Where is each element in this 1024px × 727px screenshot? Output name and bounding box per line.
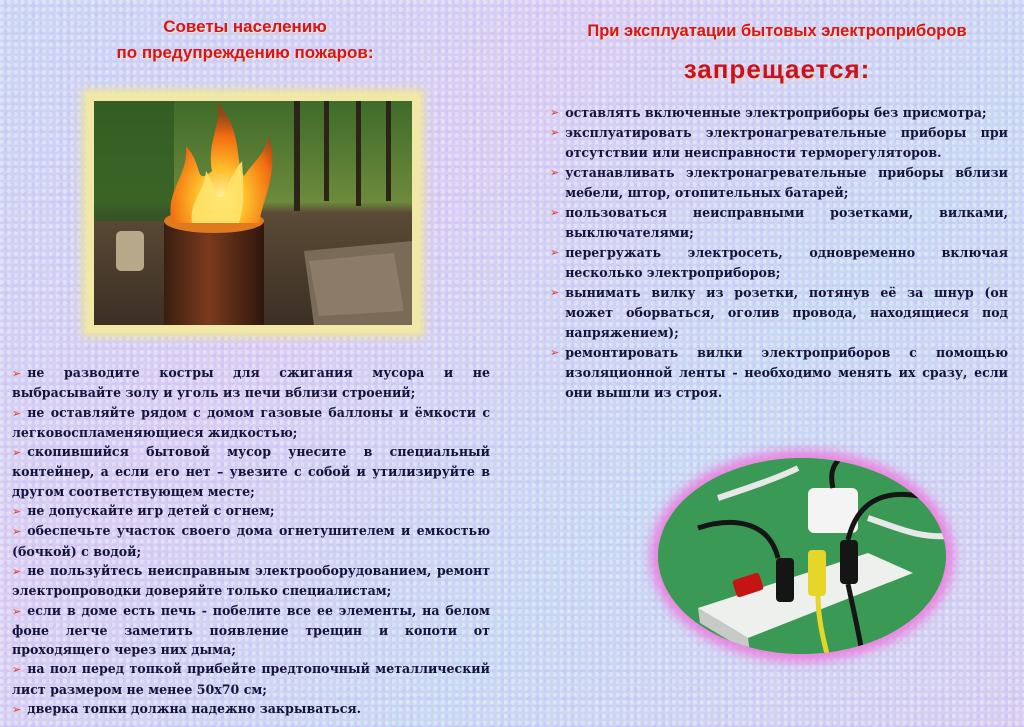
arrow-bullet-icon: ➢ bbox=[550, 286, 560, 299]
list-item bbox=[12, 442, 490, 501]
item-text: эксплуатировать электронагревательные приборы при отсутствии или неисправности терморегуляторов. bbox=[565, 125, 1008, 160]
list-item bbox=[12, 601, 490, 660]
list-item bbox=[550, 343, 1008, 403]
item-text: ремонтировать вилки электроприборов с помощью изоляционной ленты - необходимо менять их сразу, если они вышли из строя. bbox=[565, 345, 1008, 400]
left-column bbox=[0, 0, 500, 727]
tip-text: не оставляйте рядом с домом газовые баллоны и ёмкости с легковоспламеняющиеся жидкостью; bbox=[12, 404, 490, 440]
tip-text: обеспечьте участок своего дома огнетушителем и емкостью (бочкой) с водой; bbox=[12, 523, 490, 559]
right-title: При эксплуатации бытовых электроприборов bbox=[587, 22, 967, 40]
item-text: оставлять включенные электроприборы без присмотра; bbox=[565, 105, 987, 120]
list-item bbox=[12, 561, 490, 601]
list-item bbox=[550, 163, 1008, 203]
item-text: вынимать вилку из розетки, потянув её за шнур (он может оборваться, оголив провода, находящиеся под напряжением); bbox=[565, 285, 1008, 340]
arrow-bullet-icon: ➢ bbox=[12, 564, 22, 578]
arrow-bullet-icon: ➢ bbox=[12, 505, 22, 519]
list-item bbox=[12, 521, 490, 561]
arrow-bullet-icon: ➢ bbox=[550, 126, 560, 139]
list-item bbox=[550, 243, 1008, 283]
arrow-bullet-icon: ➢ bbox=[12, 446, 22, 460]
list-item bbox=[12, 403, 490, 443]
tip-text: не пользуйтесь неисправным электрооборудованием, ремонт электропроводки доверяйте только специалистам; bbox=[12, 562, 490, 599]
list-item bbox=[550, 283, 1008, 343]
list-item bbox=[12, 699, 490, 719]
left-title-line1: Советы населению bbox=[163, 17, 327, 36]
arrow-bullet-icon: ➢ bbox=[12, 367, 22, 380]
arrow-bullet-icon: ➢ bbox=[550, 206, 560, 219]
arrow-bullet-icon: ➢ bbox=[550, 166, 560, 179]
right-column bbox=[530, 0, 1024, 727]
arrow-bullet-icon: ➢ bbox=[12, 525, 22, 539]
fire-safety-tips-list bbox=[12, 363, 490, 719]
list-item bbox=[550, 123, 1008, 163]
list-item bbox=[12, 659, 490, 699]
right-subtitle: запрещается: bbox=[683, 54, 871, 84]
tip-text: на пол перед топкой прибейте предтопочный металлический лист размером не менее 50х70 см; bbox=[12, 661, 490, 697]
fire-barrel-illustration bbox=[94, 101, 412, 325]
fire-photo-frame bbox=[86, 93, 420, 333]
tip-text: дверка топки должна надежно закрываться. bbox=[27, 701, 362, 717]
arrow-bullet-icon: ➢ bbox=[550, 106, 560, 119]
fire-barrel-photo bbox=[94, 101, 412, 325]
arrow-bullet-icon: ➢ bbox=[12, 604, 22, 618]
item-text: пользоваться неисправными розетками, вилками, выключателями; bbox=[565, 205, 1008, 240]
arrow-bullet-icon: ➢ bbox=[550, 246, 560, 259]
arrow-bullet-icon: ➢ bbox=[12, 406, 22, 420]
arrow-bullet-icon: ➢ bbox=[12, 663, 22, 677]
arrow-bullet-icon: ➢ bbox=[12, 703, 22, 717]
overloaded-power-strip-illustration bbox=[658, 458, 946, 654]
list-item bbox=[550, 103, 1008, 123]
prohibited-actions-list bbox=[550, 103, 1008, 403]
list-item bbox=[12, 363, 490, 403]
left-title-line2: по предупреждению пожаров: bbox=[116, 43, 374, 62]
item-text: перегружать электросеть, одновременно включая несколько электроприборов; bbox=[565, 245, 1008, 280]
left-title bbox=[60, 14, 430, 66]
list-item bbox=[12, 501, 490, 521]
tip-text: не разводите костры для сжигания мусора и не выбрасывайте золу и уголь из печи вблизи строений; bbox=[12, 365, 490, 401]
tip-text: если в доме есть печь - побелите все ее элементы, на белом фоне легче заметить появление трещин и копоти от проходящего через них дыма; bbox=[12, 602, 490, 658]
item-text: устанавливать электронагревательные приборы вблизи мебели, штор, отопительных батарей; bbox=[565, 165, 1008, 200]
power-strip-photo bbox=[658, 458, 946, 654]
tip-text: не допускайте игр детей с огнем; bbox=[27, 503, 275, 519]
list-item bbox=[550, 203, 1008, 243]
arrow-bullet-icon: ➢ bbox=[550, 346, 560, 359]
tip-text: скопившийся бытовой мусор унесите в специальный контейнер, а если его нет – увезите с собой и утилизируйте в другом соответствующем месте; bbox=[12, 444, 490, 499]
